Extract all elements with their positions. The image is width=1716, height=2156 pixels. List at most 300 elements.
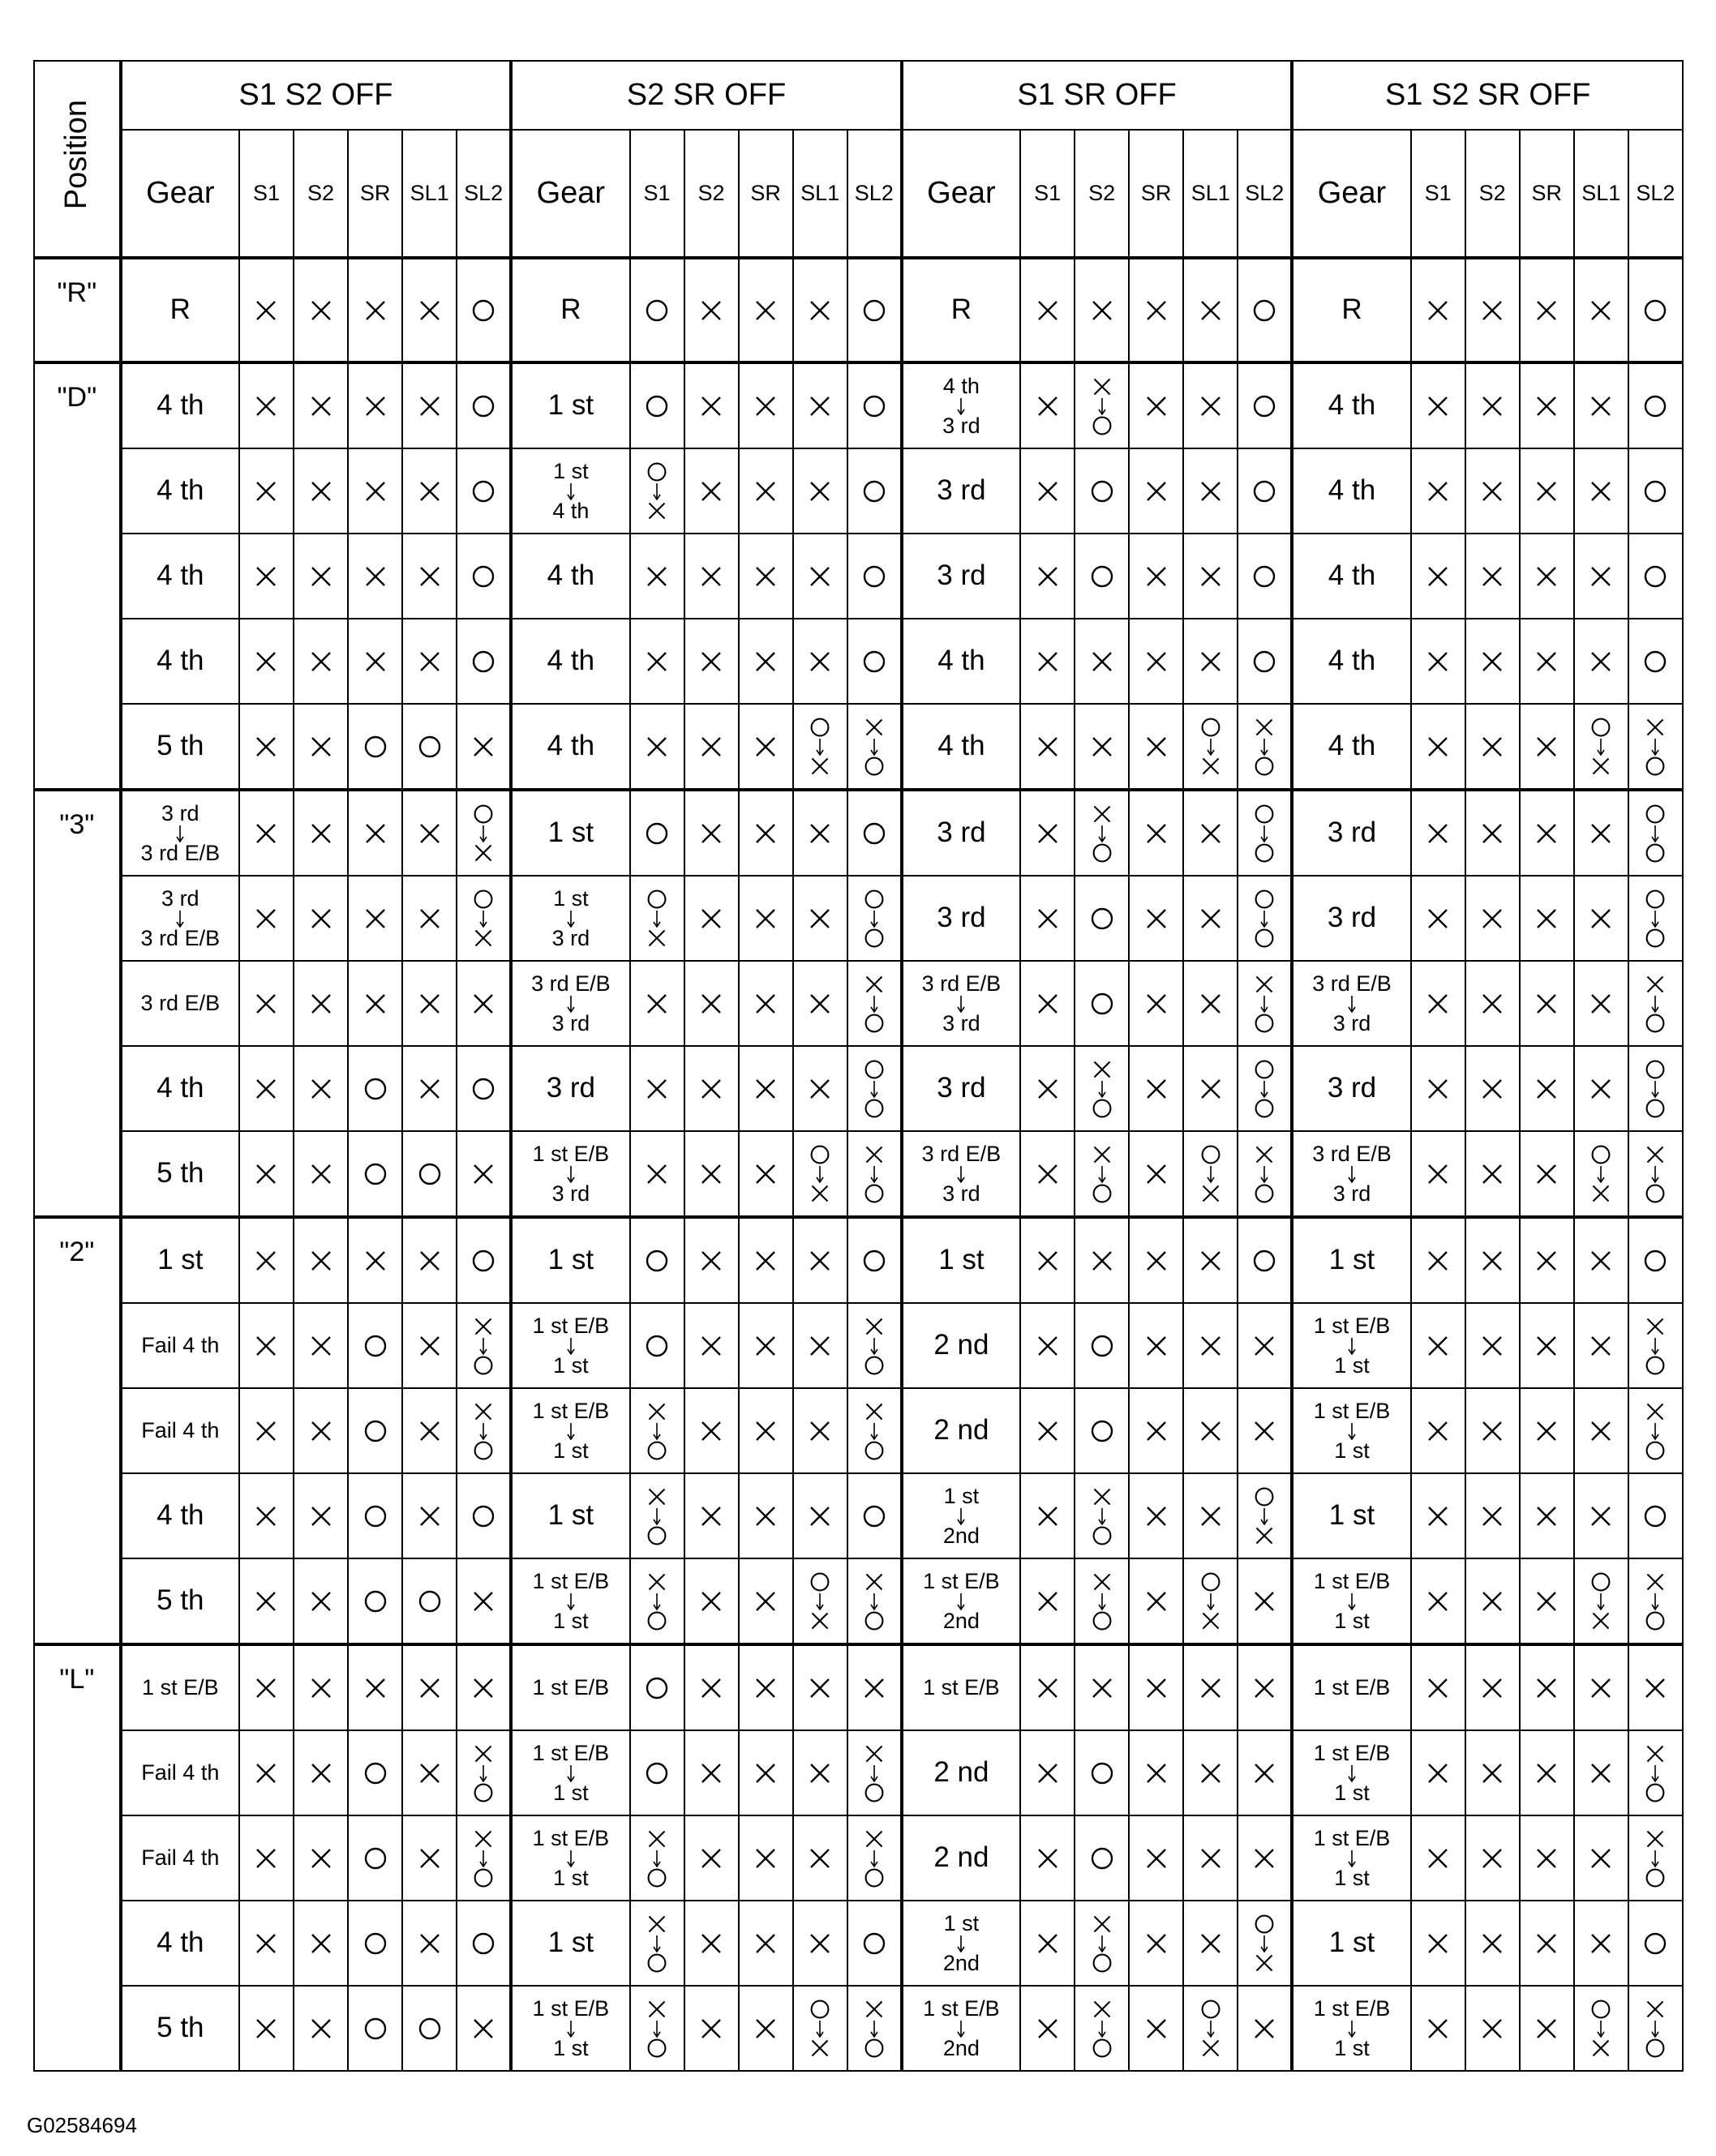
solenoid-state-cell xyxy=(1411,961,1465,1046)
solenoid-state-cell xyxy=(402,1303,457,1388)
gear-label: 3 rd xyxy=(937,559,986,592)
gear-to: 3 rd E/B xyxy=(140,840,221,865)
solenoid-state-cell xyxy=(1075,1815,1129,1901)
solenoid-state-cell xyxy=(402,448,457,534)
solenoid-state-cell xyxy=(1411,1131,1465,1217)
x-mark xyxy=(1590,2038,1611,2059)
solenoid-state-cell xyxy=(1238,1815,1292,1901)
x-mark xyxy=(1426,564,1450,589)
gear-label: 4 th xyxy=(1328,474,1376,507)
solenoid-state-cell xyxy=(239,1815,294,1901)
solenoid-state-cell xyxy=(1411,1046,1465,1131)
gear-from: 3 rd xyxy=(161,885,199,911)
gear-cell xyxy=(511,704,629,790)
solenoid-state-cell xyxy=(793,876,847,961)
x-mark xyxy=(1589,1931,1613,1956)
x-mark xyxy=(1199,992,1223,1016)
o-mark xyxy=(473,1355,494,1376)
solenoid-state-cell xyxy=(847,362,902,448)
x-mark xyxy=(1254,717,1275,738)
solenoid-state-cell xyxy=(1520,790,1574,876)
x-mark xyxy=(1036,735,1060,759)
o-mark xyxy=(1092,1525,1113,1546)
x-mark xyxy=(699,2017,723,2041)
x-mark xyxy=(1534,564,1559,589)
x-mark xyxy=(1534,1846,1559,1871)
o-mark xyxy=(1254,804,1275,825)
x-mark xyxy=(363,907,388,931)
solenoid-state-cell xyxy=(1129,1730,1183,1815)
gear-to: 1 st xyxy=(1334,1780,1370,1805)
o-mark xyxy=(1645,1440,1666,1461)
x-mark xyxy=(699,1419,723,1443)
solenoid-column-header: SL2 xyxy=(1628,130,1683,258)
x-mark xyxy=(753,1931,778,1956)
gear-cell xyxy=(511,362,629,448)
solenoid-state-cell xyxy=(739,1730,793,1815)
gear-cell xyxy=(1292,362,1410,448)
solenoid-state-cell xyxy=(1465,258,1520,362)
x-mark xyxy=(1426,821,1450,846)
solenoid-state-cell xyxy=(348,1046,402,1131)
solenoid-state-cell xyxy=(1628,1986,1683,2071)
x-mark xyxy=(471,1676,495,1700)
solenoid-state-cell xyxy=(1574,1815,1628,1901)
gear-label: 4 th xyxy=(1328,645,1376,677)
o-mark xyxy=(1254,1914,1275,1935)
solenoid-state-cell xyxy=(348,876,402,961)
x-mark xyxy=(1092,1486,1113,1507)
o-mark xyxy=(862,649,886,674)
x-mark xyxy=(309,1846,333,1871)
x-mark xyxy=(1480,649,1504,674)
x-mark xyxy=(309,992,333,1016)
o-mark xyxy=(862,298,886,323)
solenoid-state-cell xyxy=(1574,876,1628,961)
x-mark xyxy=(699,1589,723,1614)
transition-arrow xyxy=(869,1592,879,1610)
o-mark xyxy=(1645,1782,1666,1803)
x-mark xyxy=(753,1077,778,1101)
o-mark xyxy=(471,1931,495,1956)
gear-to: 3 rd E/B xyxy=(140,925,221,950)
gear-label: 4 th xyxy=(547,645,595,677)
solenoid-state-cell xyxy=(739,1388,793,1473)
gear-to: 1 st xyxy=(553,2035,589,2060)
solenoid-state-cell xyxy=(1238,1558,1292,1644)
solenoid-state-cell xyxy=(739,362,793,448)
transition-arrow xyxy=(1347,2020,1357,2038)
solenoid-state-cell xyxy=(1129,1644,1183,1730)
x-mark xyxy=(1589,1419,1613,1443)
gear-label: 3 rd xyxy=(546,1072,595,1104)
x-mark xyxy=(309,1419,333,1443)
transition-arrow xyxy=(566,1764,576,1782)
x-mark xyxy=(1589,649,1613,674)
o-mark xyxy=(473,804,494,825)
o-mark xyxy=(1200,717,1221,738)
solenoid-state-cell xyxy=(684,1046,739,1131)
solenoid-state-cell xyxy=(793,1303,847,1388)
solenoid-state-cell xyxy=(294,362,348,448)
x-mark xyxy=(808,1334,832,1358)
solenoid-state-cell xyxy=(294,619,348,704)
transition-arrow xyxy=(566,995,576,1013)
solenoid-state-cell xyxy=(1183,1131,1238,1217)
solenoid-state-cell xyxy=(1465,534,1520,619)
o-mark xyxy=(1590,717,1611,738)
solenoid-state-cell xyxy=(1465,1644,1520,1730)
gear-cell xyxy=(902,534,1020,619)
o-mark xyxy=(1643,298,1667,323)
solenoid-state-cell xyxy=(793,1388,847,1473)
x-mark xyxy=(1199,1676,1223,1700)
solenoid-state-cell xyxy=(1183,1730,1238,1815)
x-mark xyxy=(309,1504,333,1528)
solenoid-state-cell xyxy=(402,258,457,362)
solenoid-state-cell xyxy=(1411,1644,1465,1730)
x-mark xyxy=(753,992,778,1016)
gear-cell xyxy=(121,790,239,876)
x-mark xyxy=(753,2017,778,2041)
x-mark xyxy=(809,756,830,777)
gear-cell xyxy=(902,362,1020,448)
x-mark xyxy=(1252,1589,1276,1614)
o-mark xyxy=(363,1077,388,1101)
position-cell xyxy=(34,790,121,1217)
x-mark xyxy=(471,992,495,1016)
o-mark xyxy=(1645,1183,1666,1204)
solenoid-state-cell xyxy=(348,534,402,619)
solenoid-state-cell xyxy=(847,1558,902,1644)
solenoid-state-cell xyxy=(1129,1046,1183,1131)
transition-arrow xyxy=(956,1507,966,1525)
solenoid-state-cell xyxy=(1129,1986,1183,2071)
gear-cell xyxy=(1292,961,1410,1046)
x-mark xyxy=(418,1419,442,1443)
x-mark xyxy=(1480,1419,1504,1443)
gear-column-header: Gear xyxy=(511,130,629,258)
solenoid-state-cell xyxy=(1075,1217,1129,1303)
table-row xyxy=(34,1901,1683,1986)
solenoid-state-cell xyxy=(1020,534,1075,619)
solenoid-state-cell xyxy=(793,1046,847,1131)
x-mark xyxy=(1252,1761,1276,1785)
o-mark xyxy=(418,2017,442,2041)
solenoid-state-cell xyxy=(1238,961,1292,1046)
x-mark xyxy=(1144,821,1169,846)
o-mark xyxy=(1090,992,1114,1016)
o-mark xyxy=(363,1419,388,1443)
gear-cell xyxy=(121,1217,239,1303)
solenoid-state-cell xyxy=(1465,1388,1520,1473)
gear-label: 4 th xyxy=(157,474,204,507)
table-row xyxy=(34,619,1683,704)
x-mark xyxy=(1036,821,1060,846)
gear-to: 3 rd xyxy=(942,1010,980,1035)
solenoid-state-cell xyxy=(684,258,739,362)
gear-cell xyxy=(511,619,629,704)
solenoid-state-cell xyxy=(847,1730,902,1815)
table-row xyxy=(34,1644,1683,1730)
solenoid-state-cell xyxy=(1238,1131,1292,1217)
solenoid-state-cell xyxy=(1411,1901,1465,1986)
x-mark xyxy=(418,1334,442,1358)
position-cell xyxy=(34,1217,121,1644)
x-mark xyxy=(862,1676,886,1700)
solenoid-state-cell xyxy=(457,1217,511,1303)
solenoid-state-cell xyxy=(1628,1388,1683,1473)
x-mark xyxy=(1144,394,1169,418)
gear-label: 3 rd xyxy=(1327,902,1377,934)
transition-arrow xyxy=(566,482,576,500)
x-mark xyxy=(309,479,333,504)
transition-arrow xyxy=(478,1850,488,1867)
x-mark xyxy=(1144,1589,1169,1614)
transition-arrow xyxy=(869,1422,879,1440)
x-mark xyxy=(254,564,278,589)
x-mark xyxy=(1252,2017,1276,2041)
x-mark xyxy=(1144,649,1169,674)
solenoid-state-cell xyxy=(1075,1046,1129,1131)
gear-from: 1 st E/B xyxy=(1313,1398,1391,1423)
solenoid-state-cell xyxy=(1520,362,1574,448)
x-mark xyxy=(1426,907,1450,931)
x-mark xyxy=(1426,992,1450,1016)
solenoid-state-cell xyxy=(348,790,402,876)
x-mark xyxy=(1589,1676,1613,1700)
x-mark xyxy=(1036,1846,1060,1871)
gear-label: 4 th xyxy=(157,645,204,677)
solenoid-state-cell xyxy=(239,258,294,362)
solenoid-state-cell xyxy=(684,1217,739,1303)
x-mark xyxy=(1036,1931,1060,1956)
solenoid-state-cell xyxy=(1183,961,1238,1046)
x-mark xyxy=(1144,1676,1169,1700)
x-mark xyxy=(753,1676,778,1700)
o-mark xyxy=(1645,842,1666,864)
gear-label: 1 st E/B xyxy=(923,1675,1000,1700)
gear-from: 3 rd xyxy=(161,800,199,825)
gear-to: 1 st xyxy=(1334,1865,1370,1890)
solenoid-state-cell xyxy=(1020,1217,1075,1303)
x-mark xyxy=(473,842,494,864)
solenoid-state-cell xyxy=(1628,1131,1683,1217)
solenoid-state-cell xyxy=(1183,1644,1238,1730)
gear-to: 1 st xyxy=(553,1608,589,1633)
solenoid-state-cell xyxy=(847,1644,902,1730)
o-mark xyxy=(646,1610,667,1631)
o-mark xyxy=(1254,1013,1275,1034)
solenoid-state-cell xyxy=(1129,619,1183,704)
x-mark xyxy=(1480,2017,1504,2041)
solenoid-state-cell xyxy=(1574,1558,1628,1644)
solenoid-state-cell xyxy=(1238,790,1292,876)
gear-cell xyxy=(121,619,239,704)
solenoid-state-cell xyxy=(348,1901,402,1986)
solenoid-state-cell xyxy=(1574,1131,1628,1217)
x-mark xyxy=(753,907,778,931)
transition-arrow xyxy=(869,1337,879,1355)
x-mark xyxy=(1144,1077,1169,1101)
gear-cell xyxy=(511,1986,629,2071)
o-mark xyxy=(1252,394,1276,418)
solenoid-state-cell xyxy=(1020,1644,1075,1730)
gear-cell xyxy=(1292,1046,1410,1131)
x-mark xyxy=(254,1589,278,1614)
transition-arrow xyxy=(956,1935,966,1952)
o-mark xyxy=(473,1867,494,1888)
gear-cell xyxy=(121,961,239,1046)
x-mark xyxy=(1200,2038,1221,2059)
solenoid-state-cell xyxy=(739,1473,793,1558)
solenoid-state-cell xyxy=(1238,1986,1292,2071)
solenoid-state-cell xyxy=(1520,448,1574,534)
solenoid-state-cell xyxy=(1574,1046,1628,1131)
x-mark xyxy=(363,1249,388,1273)
x-mark xyxy=(646,1486,667,1507)
solenoid-state-cell xyxy=(1238,362,1292,448)
solenoid-state-cell xyxy=(457,1131,511,1217)
solenoid-state-cell xyxy=(1465,1473,1520,1558)
solenoid-state-cell xyxy=(847,1815,902,1901)
gear-label: 3 rd xyxy=(1327,817,1377,849)
transition-arrow xyxy=(652,1507,662,1525)
solenoid-state-cell xyxy=(1183,1558,1238,1644)
x-mark xyxy=(1092,804,1113,825)
x-mark xyxy=(1534,479,1559,504)
x-mark xyxy=(808,1931,832,1956)
gear-cell xyxy=(1292,704,1410,790)
gear-label: 1 st E/B xyxy=(142,1675,219,1700)
solenoid-state-cell xyxy=(1075,1388,1129,1473)
x-mark xyxy=(1480,394,1504,418)
x-mark xyxy=(1534,821,1559,846)
transition-arrow xyxy=(1650,1764,1660,1782)
solenoid-state-cell xyxy=(294,790,348,876)
x-mark xyxy=(1480,1334,1504,1358)
gear-from: 1 st E/B xyxy=(532,1313,610,1338)
solenoid-state-cell xyxy=(1628,961,1683,1046)
x-mark xyxy=(1426,2017,1450,2041)
x-mark xyxy=(808,1077,832,1101)
x-mark xyxy=(699,479,723,504)
solenoid-state-cell xyxy=(294,448,348,534)
solenoid-state-cell xyxy=(239,1046,294,1131)
x-mark xyxy=(1144,992,1169,1016)
table-row xyxy=(34,1815,1683,1901)
transition-arrow xyxy=(1097,1592,1107,1610)
solenoid-state-cell xyxy=(630,534,684,619)
table-row xyxy=(34,1388,1683,1473)
x-mark xyxy=(418,1846,442,1871)
o-mark xyxy=(809,1999,830,2020)
x-mark xyxy=(1426,1077,1450,1101)
o-mark xyxy=(645,1761,669,1785)
solenoid-state-cell xyxy=(847,1473,902,1558)
position-header-label: Position xyxy=(59,100,94,210)
solenoid-state-cell xyxy=(739,1986,793,2071)
x-mark xyxy=(808,1504,832,1528)
position-label: "2" xyxy=(59,1237,95,1267)
solenoid-state-cell xyxy=(1520,1901,1574,1986)
x-mark xyxy=(753,1249,778,1273)
gear-from: 1 st E/B xyxy=(1313,1995,1391,2021)
solenoid-state-cell xyxy=(294,1901,348,1986)
transition-arrow xyxy=(566,1337,576,1355)
x-mark xyxy=(1144,735,1169,759)
transition-arrow xyxy=(1347,1764,1357,1782)
solenoid-state-cell xyxy=(684,1303,739,1388)
solenoid-state-cell xyxy=(1520,619,1574,704)
solenoid-state-cell xyxy=(1238,1217,1292,1303)
o-mark xyxy=(809,1571,830,1592)
solenoid-state-cell xyxy=(348,1473,402,1558)
x-mark xyxy=(1199,907,1223,931)
gear-label: 5 th xyxy=(157,730,204,762)
transition-arrow xyxy=(478,910,488,928)
solenoid-state-cell xyxy=(1238,1303,1292,1388)
gear-cell xyxy=(511,1644,629,1730)
x-mark xyxy=(808,1761,832,1785)
o-mark xyxy=(1090,1419,1114,1443)
x-mark xyxy=(646,1401,667,1422)
solenoid-state-cell xyxy=(684,704,739,790)
o-mark xyxy=(809,717,830,738)
solenoid-state-cell xyxy=(348,1217,402,1303)
x-mark xyxy=(1144,907,1169,931)
solenoid-state-cell xyxy=(294,1473,348,1558)
o-mark xyxy=(1252,298,1276,323)
x-mark xyxy=(1036,479,1060,504)
gear-to: 1 st xyxy=(1334,2035,1370,2060)
x-mark xyxy=(1092,1914,1113,1935)
solenoid-state-cell xyxy=(684,448,739,534)
solenoid-state-cell xyxy=(739,1644,793,1730)
x-mark xyxy=(699,907,723,931)
solenoid-state-cell xyxy=(1628,1473,1683,1558)
x-mark xyxy=(864,1401,885,1422)
solenoid-state-cell xyxy=(1628,1558,1683,1644)
solenoid-state-cell xyxy=(1465,1730,1520,1815)
gear-label: 5 th xyxy=(157,2012,204,2044)
solenoid-state-cell xyxy=(1574,534,1628,619)
solenoid-state-cell xyxy=(1238,258,1292,362)
transition-arrow xyxy=(566,1592,576,1610)
x-mark xyxy=(699,394,723,418)
x-mark xyxy=(1036,1589,1060,1614)
solenoid-state-cell xyxy=(1574,258,1628,362)
x-mark xyxy=(1199,1334,1223,1358)
gear-label: 1 st xyxy=(1328,1499,1375,1532)
gear-cell xyxy=(1292,876,1410,961)
solenoid-state-cell xyxy=(1075,619,1129,704)
o-mark xyxy=(645,394,669,418)
solenoid-state-cell xyxy=(1020,1986,1075,2071)
solenoid-state-cell xyxy=(1520,1986,1574,2071)
solenoid-state-cell xyxy=(1628,704,1683,790)
x-mark xyxy=(1645,974,1666,995)
x-mark xyxy=(363,394,388,418)
x-mark xyxy=(1036,649,1060,674)
group-header: S1 SR OFF xyxy=(902,61,1293,130)
solenoid-state-cell xyxy=(1129,1558,1183,1644)
solenoid-state-cell xyxy=(239,1730,294,1815)
x-mark xyxy=(1480,479,1504,504)
solenoid-state-cell xyxy=(348,704,402,790)
solenoid-state-cell xyxy=(739,258,793,362)
gear-label: 2 nd xyxy=(933,1841,989,1874)
